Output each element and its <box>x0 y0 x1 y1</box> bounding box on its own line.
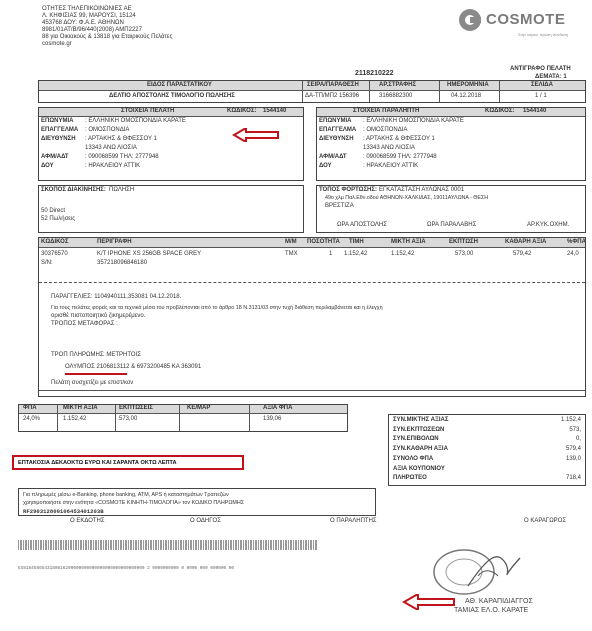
receive-time-label: ΩΡΑ ΠΑΡΑΛΑΒΗΣ <box>427 222 477 228</box>
recipient-header: ΣΤΟΙΧΕΙΑ ΠΑΡΑΛΗΠΤΗ <box>353 108 420 114</box>
reference-underline <box>65 373 127 375</box>
items-header-cell: ΜΙΚΤΗ ΑΞΙΑ <box>391 239 426 245</box>
vat-header-cell: ΜΙΚΤΗ ΑΞΙΑ <box>63 405 98 411</box>
loading-block <box>316 185 586 233</box>
customer-row-label: ΕΠΩΝΥΜΙΑ <box>41 118 74 124</box>
recipient-row-value: : ΗΡΑΚΛΕΙΟΥ ΑΤΤΙΚ <box>363 163 419 169</box>
customer-row-value: : ΕΛΛΗΝΙΚΗ ΟΜΟΣΠΟΝΔΙΑ ΚΑΡΑΤΕ <box>85 118 186 124</box>
totals-label: ΠΛΗΡΩΤΕΟ <box>393 475 427 482</box>
series-value: ΔΑ-ΤΠ/ΜΠ2 156396 <box>305 93 360 99</box>
date-label: ΗΜΕΡΟΜΗΝΙΑ <box>447 82 489 88</box>
sig-carrier-top: Ο ΚΑΡΑΓΩΡΟΣ <box>524 518 567 524</box>
item-vat: 24,0 <box>567 251 579 257</box>
cosmote-logo-icon <box>458 8 482 32</box>
issuer-block <box>42 6 172 48</box>
items-header-cell: ΠΟΣΟΤΗΤΑ <box>307 239 340 245</box>
copy-label: ΑΝΤΙΓΡΑΦΟ ΠΕΛΑΤΗ <box>510 66 571 72</box>
barcode <box>18 540 318 550</box>
page-value: 1 / 1 <box>535 93 547 99</box>
signer-name: ΑΘ. ΚΑΡΑΠΙΔΙΑΓΓΟΣ <box>465 598 533 605</box>
purpose-label: ΣΚΟΠΟΣ ΔΙΑΚΙΝΗΣΗΣ: <box>41 187 106 193</box>
issuer-line-1: ΟΤΗΤΕΣ ΤΗΛΕΠΙΚΟΙΝΩΝΙΕΣ ΑΕ <box>42 6 132 12</box>
official-stamp <box>428 546 528 598</box>
signer-title: ΤΑΜΙΑΣ ΕΛ.Ο. ΚΑΡΑΤΕ <box>454 607 529 614</box>
totals-label: ΣΥΝ.ΚΑΘΑΡΗ ΑΞΙΑ <box>393 446 448 453</box>
vat-header-cell: ΚΕ/ΜΑΡ <box>187 405 211 411</box>
item-gross: 1.152,42 <box>391 251 415 257</box>
cosmote-logo <box>458 6 578 40</box>
amount-in-words: ΕΠΤΑΚΟΣΙΑ ΔΕΚΑΟΚΤΩ ΕΥΡΩ ΚΑΙ ΣΑΡΑΝΤΑ ΟΚΤΩ ΛΕΠΤΑ <box>18 460 177 466</box>
customer-row-label: ΔΙΕΥΘΥΝΣΗ <box>41 136 76 142</box>
purpose-line-2: 50 Direct <box>41 208 66 214</box>
relation-note: Πελάτη συσχετίζει με επιστ/κον <box>51 380 134 386</box>
items-header-cell: %ΦΠΑ <box>567 239 586 245</box>
customer-row-value: : 090068599 ΤΗΛ: 2777948 <box>85 154 159 160</box>
legal-note-2: ορισθέ πιστοποιητικό ζικημερέμενο. <box>51 313 146 319</box>
totals-label: ΣΥΝ.ΜΙΚΤΗΣ ΑΞΙΑΣ <box>393 417 449 423</box>
transport-label: ΤΡΟΠΟΣ ΜΕΤΑΦΟΡΑΣ : <box>51 321 118 327</box>
item-sn-value: 357218096846180 <box>97 260 148 266</box>
copy-number: ΔΕΜΑΤΑ: 1 <box>535 74 567 80</box>
reference-line: ΟΛΥΜΠΟΣ 2106813112 & 6973200485 ΚΑ 363091 <box>65 364 202 370</box>
items-header-cell: ΠΕΡΙΓΡΑΦΗ <box>97 239 132 245</box>
amount-in-words-box <box>12 455 244 470</box>
vat-divider <box>249 405 250 431</box>
totals-label: ΣΥΝ.ΕΠΙΒΟΛΩΝ <box>393 436 439 443</box>
payment-code: RF290312800106453401203B <box>23 508 104 515</box>
customer-block <box>38 107 304 181</box>
sig-recipient-top: Ο ΠΑΡΑΛΗΠΤΗΣ <box>330 518 377 524</box>
issuer-line-2: Λ. ΚΗΦΙΣΙΑΣ 99, ΜΑΡΟΥΣΙ, 15124 <box>42 13 136 19</box>
items-header-cell: ΕΚΠΤΩΣΗ <box>449 239 478 245</box>
items-header-cell: ΚΑΘΑΡΗ ΑΞΙΑ <box>505 239 547 245</box>
doc-number: 2118210222 <box>355 70 394 77</box>
purpose-line-3: 52 Πωλήσεις <box>41 216 76 222</box>
issuer-line-6: cosmote.gr <box>42 41 72 47</box>
vat-row-cell: 1.152,42 <box>63 416 87 422</box>
doc-header-table <box>38 80 586 103</box>
items-table <box>38 237 586 397</box>
loading-line-2: 49ο χλμ Παλ.Εθν.οδού ΑΘΗΝΩΝ-ΧΑΛΚΙΔΑΣ, 19011ΑΥΛΩΝΑ - ΘΕΣΗ <box>325 195 489 201</box>
purpose-value: ΠΩΛΗΣΗ <box>109 187 135 193</box>
number-label: ΑΡ.ΣΤΡΑΦΗΣ <box>379 82 417 88</box>
loading-label: ΤΟΠΟΣ ΦΟΡΤΩΣΗΣ: <box>319 187 377 193</box>
vat-divider <box>115 405 116 431</box>
totals-label: ΣΥΝ.ΕΚΠΤΩΣΕΩΝ <box>393 426 445 433</box>
recipient-row-value: : ΟΜΟΣΠΟΝΔΙΑ <box>363 127 408 133</box>
cosmote-tagline: Στην κάρτα, πρώτη σύνδεση <box>518 32 569 37</box>
item-net: 579,42 <box>513 251 532 257</box>
item-discount: 573,00 <box>455 251 474 257</box>
annotation-arrow-left-2 <box>402 594 456 610</box>
customer-row-label: ΑΦΜ/ΑΔΤ <box>41 154 69 160</box>
issuer-line-3: 453768 ΔΟΥ: Φ.Α.Ε. ΑΘΗΝΩΝ <box>42 20 124 26</box>
issuer-line-4: 8981/01ΑΤ/Β/96/440(2008) ΑΜΠ2227 <box>42 27 142 33</box>
cosmote-logo-text: COSMOTE <box>486 11 566 28</box>
totals-value: 718,4 <box>565 475 581 482</box>
totals-label: ΣΥΝΟΛΟ ΦΠΑ <box>393 455 434 462</box>
recipient-row-value: : ΕΛΛΗΝΙΚΗ ΟΜΟΣΠΟΝΔΙΑ ΚΑΡΑΤΕ <box>363 118 464 124</box>
recipient-row-value: 13343 ΑΝΩ ΛΙΟΣΙΑ <box>363 145 415 151</box>
doc-type-label: ΕΙΔΟΣ ΠΑΡΑΣΤΑΤΙΚΟΥ <box>147 82 212 88</box>
customer-row-value: : ΑΡΤΑΚΗΣ & ΘΦΕΣΣΟΥ 1 <box>85 136 157 142</box>
payment-info-line-2: χρησιμοποιήστε στην ενότητα «COSMOTE ΚΙΝΗΤΗ-ΤΙΜΟΛΟΓΙΑ» τον ΚΩΔΙΚΟ ΠΛΗΡΩΜΗΣ <box>23 500 245 506</box>
barcode-text: ΕΧ8184586543180816200000000000000000000000000000 2 0000000000 0 0000 000 000000 00 <box>18 566 235 571</box>
totals-value: 1.152,4 <box>560 417 581 423</box>
customer-row-label: ΔΟΥ <box>41 163 54 169</box>
vat-divider <box>179 405 180 431</box>
payment-method-label: ΤΡΟΠ ΠΛΗΡΩΜΗΣ <box>51 352 104 358</box>
customer-code-label: ΚΩΔΙΚΟΣ: <box>227 108 257 114</box>
item-sn-label: S/N: <box>41 260 53 266</box>
vat-header-cell: ΕΚΠΤΩΣΕΙΣ <box>119 405 153 411</box>
doc-type-value: ΔΕΛΤΙΟ ΑΠΟΣΤΟΛΗΣ ΤΙΜΟΛΟΓΙΟ ΠΩΛΗΣΗΣ <box>109 93 235 99</box>
vat-row-cell: 139,06 <box>263 416 282 422</box>
items-header-cell: ΤΙΜΗ <box>349 239 364 245</box>
items-header-cell: ΚΩΔΙΚΟΣ <box>41 239 69 245</box>
page-label: ΣΕΛΙΔΑ <box>531 82 553 88</box>
vat-header-cell: ΑΞΙΑ ΦΠΑ <box>263 405 293 411</box>
customer-row-value: : ΗΡΑΚΛΕΙΟΥ ΑΤΤΙΚ <box>85 163 141 169</box>
vat-row-cell: 573,00 <box>119 416 138 422</box>
recipient-row-label: ΔΟΥ <box>319 163 332 169</box>
item-qty: 1 <box>329 251 333 257</box>
totals-value: 573, <box>569 426 581 433</box>
recipient-row-value: : 090068599 ΤΗΛ: 2777948 <box>363 154 437 160</box>
loading-line-3: ΒΡΕΣΤΙΖΑ <box>325 203 354 209</box>
recipient-row-label: ΕΠΑΓΓΕΛΜΑ <box>319 127 357 133</box>
vat-table <box>18 404 348 432</box>
recipient-block <box>316 107 586 181</box>
vat-header-cell: ΦΠΑ <box>23 405 37 411</box>
send-time-label: ΩΡΑ ΑΠΟΣΤΟΛΗΣ <box>337 222 387 228</box>
recipient-code-label: ΚΩΔΙΚΟΣ: <box>485 108 515 114</box>
vat-divider <box>57 405 58 431</box>
legal-note-1: Για τους πελάτες φορείς και τα τεχνικά μέσα του προβλέπονται από το άρθρο 18 Ν.3131/03 στην τυχή διάθεση περιλαμβάνεται και η έλεγχη <box>51 305 383 311</box>
annotation-arrow-left-1 <box>232 128 280 142</box>
totals-label: ΑΞΙΑ ΚΟΥΠΟΝΙΟΥ <box>393 465 445 472</box>
item-code: 30376570 <box>41 251 68 257</box>
item-unit: ΤΜΧ <box>285 251 298 257</box>
totals-value: 139,0 <box>565 455 581 462</box>
sig-driver-top: Ο ΟΔΗΓΟΣ <box>190 518 221 524</box>
vehicle-label: ΑΡ.ΚΥΚ.ΟΧΗΜ. <box>527 222 570 228</box>
items-header-cell: Μ/Μ <box>285 239 297 245</box>
payment-method-value: : ΜΕΤΡΗΤΟΙΣ <box>103 352 141 358</box>
recipient-row-value: : ΑΡΤΑΚΗΣ & ΘΦΕΣΣΟΥ 1 <box>363 136 435 142</box>
item-price: 1.152,42 <box>344 251 368 257</box>
customer-code-value: 1544140 <box>263 108 287 114</box>
customer-row-value: : ΟΜΟΣΠΟΝΔΙΑ <box>85 127 130 133</box>
recipient-code-value: 1544140 <box>523 108 547 114</box>
totals-value: 0, <box>575 436 581 443</box>
sig-issuer-top: Ο ΕΚΔΟΤΗΣ <box>70 518 105 524</box>
totals-block <box>388 414 586 486</box>
recipient-row-label: ΕΠΩΝΥΜΙΑ <box>319 118 352 124</box>
customer-row-value: 13343 ΑΝΩ ΛΙΟΣΙΑ <box>85 145 137 151</box>
vat-row-cell: 24,0% <box>23 416 41 422</box>
totals-value: 579,4 <box>565 446 581 453</box>
item-description: Κ/Τ IPHONE XS 256GB SPACE GREY <box>97 251 202 257</box>
order-note: ΠΑΡΑΓΓΕΛΙΕΣ: 1104940111,353081 04.12.2018. <box>51 294 182 300</box>
date-value: 04.12.2018 <box>451 93 482 99</box>
recipient-row-label: ΔΙΕΥΘΥΝΣΗ <box>319 136 354 142</box>
purpose-block <box>38 185 304 233</box>
series-label: ΣΕΙΡΑ/ΠΑΡΑΘΕΣΗ <box>307 82 359 88</box>
customer-row-label: ΕΠΑΓΓΕΛΜΑ <box>41 127 79 133</box>
number-value: 3166882300 <box>379 93 413 99</box>
issuer-line-5: 88 για Οικιακούς & 13818 για Εταιρικούς Πελάτες <box>42 34 173 40</box>
recipient-row-label: ΑΦΜ/ΑΔΤ <box>319 154 347 160</box>
customer-header: ΣΤΟΙΧΕΙΑ ΠΕΛΑΤΗ <box>121 108 175 114</box>
payment-info-block <box>18 488 376 516</box>
payment-info-line-1: Για πληρωμές μέσω e-Banking, phone banking, ATM, APS ή καταστημάτων Τραπεζών <box>23 492 229 498</box>
loading-value: ΕΓΚΑΤΑΣΤΑΣΗ ΑΥΛΩΝΑΣ 0001 <box>379 187 465 193</box>
